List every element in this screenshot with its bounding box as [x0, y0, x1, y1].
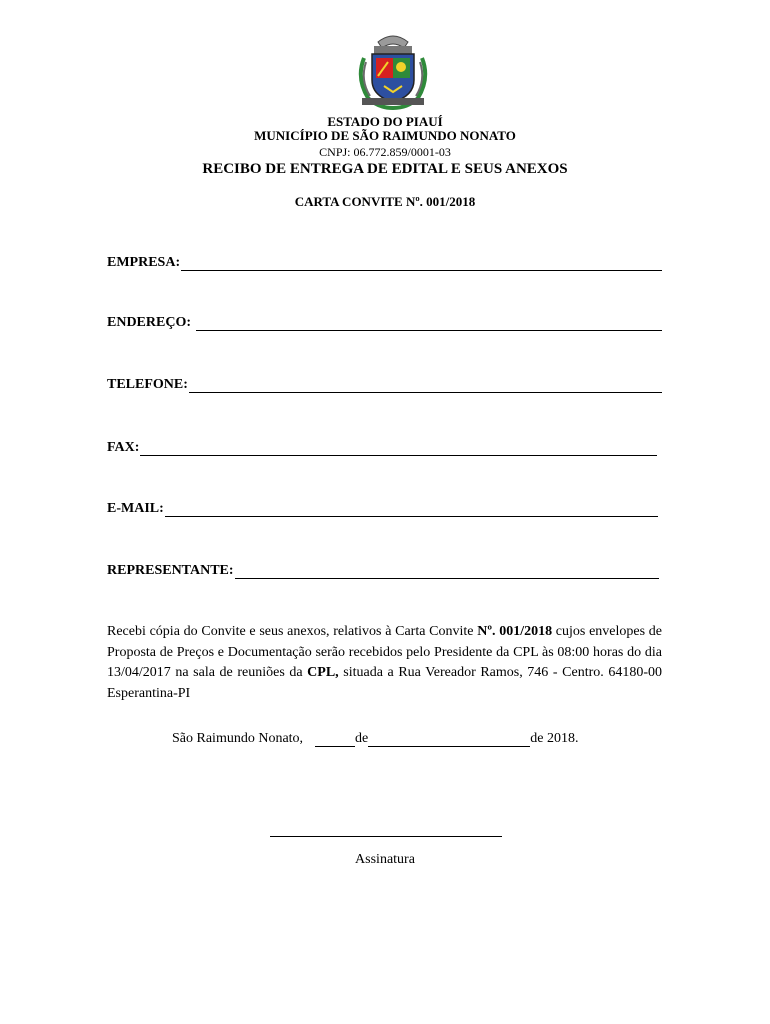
paragraph-bold-cpl: CPL, — [307, 665, 339, 680]
date-city: São Raimundo Nonato, — [172, 731, 304, 746]
fax-line[interactable] — [140, 441, 657, 456]
representante-label: REPRESENTANTE: — [107, 563, 234, 578]
empresa-field[interactable] — [107, 255, 662, 271]
endereco-label: ENDEREÇO: — [107, 315, 192, 330]
state-name: ESTADO DO PIAUÍ — [327, 114, 443, 129]
telefone-field[interactable] — [107, 377, 662, 393]
cnpj: CNPJ: 06.772.859/0001-03 — [319, 145, 451, 159]
fax-field[interactable] — [107, 440, 657, 456]
email-label: E-MAIL: — [107, 501, 164, 516]
telefone-line[interactable] — [189, 378, 662, 393]
empresa-label: EMPRESA: — [107, 255, 181, 270]
month-blank[interactable] — [368, 732, 530, 747]
signature-line[interactable] — [270, 836, 502, 837]
telefone-label: TELEFONE: — [107, 377, 188, 392]
signature-label: Assinatura — [355, 852, 415, 867]
carta-convite-number: CARTA CONVITE Nº. 001/2018 — [294, 194, 476, 209]
municipality-name: MUNICÍPIO DE SÃO RAIMUNDO NONATO — [254, 128, 516, 143]
receipt-paragraph — [107, 622, 662, 704]
paragraph-text-2: cujos envelopes de Proposta de Preços e Documentação serão recebidos pelo Presidente da CPL às 08:00 horas do dia 13/04/2017 na sala de reuniões da — [107, 624, 662, 680]
paragraph-text-1: Recebi cópia do Convite e seus anexos, relativos à Carta Convite — [107, 624, 478, 639]
date-line — [172, 731, 578, 747]
endereco-field[interactable] — [107, 315, 662, 331]
representante-field[interactable] — [107, 563, 659, 579]
day-blank[interactable] — [315, 732, 355, 747]
representante-line[interactable] — [235, 564, 659, 579]
document-title: RECIBO DE ENTREGA DE EDITAL E SEUS ANEXOS — [202, 161, 568, 177]
endereco-line[interactable] — [196, 316, 662, 331]
paragraph-bold-number: Nº. 001/2018 — [477, 624, 553, 639]
email-line[interactable] — [165, 502, 658, 517]
empresa-line[interactable] — [181, 256, 662, 271]
date-de-2: de 2018. — [530, 731, 579, 746]
email-field[interactable] — [107, 501, 658, 517]
paragraph-text-3: situada a Rua Vereador Ramos, 746 - Centro. 64180-00 Esperantina-PI — [107, 665, 662, 701]
fax-label: FAX: — [107, 440, 140, 455]
date-de-1: de — [355, 731, 369, 746]
coat-of-arms-icon — [354, 28, 432, 110]
